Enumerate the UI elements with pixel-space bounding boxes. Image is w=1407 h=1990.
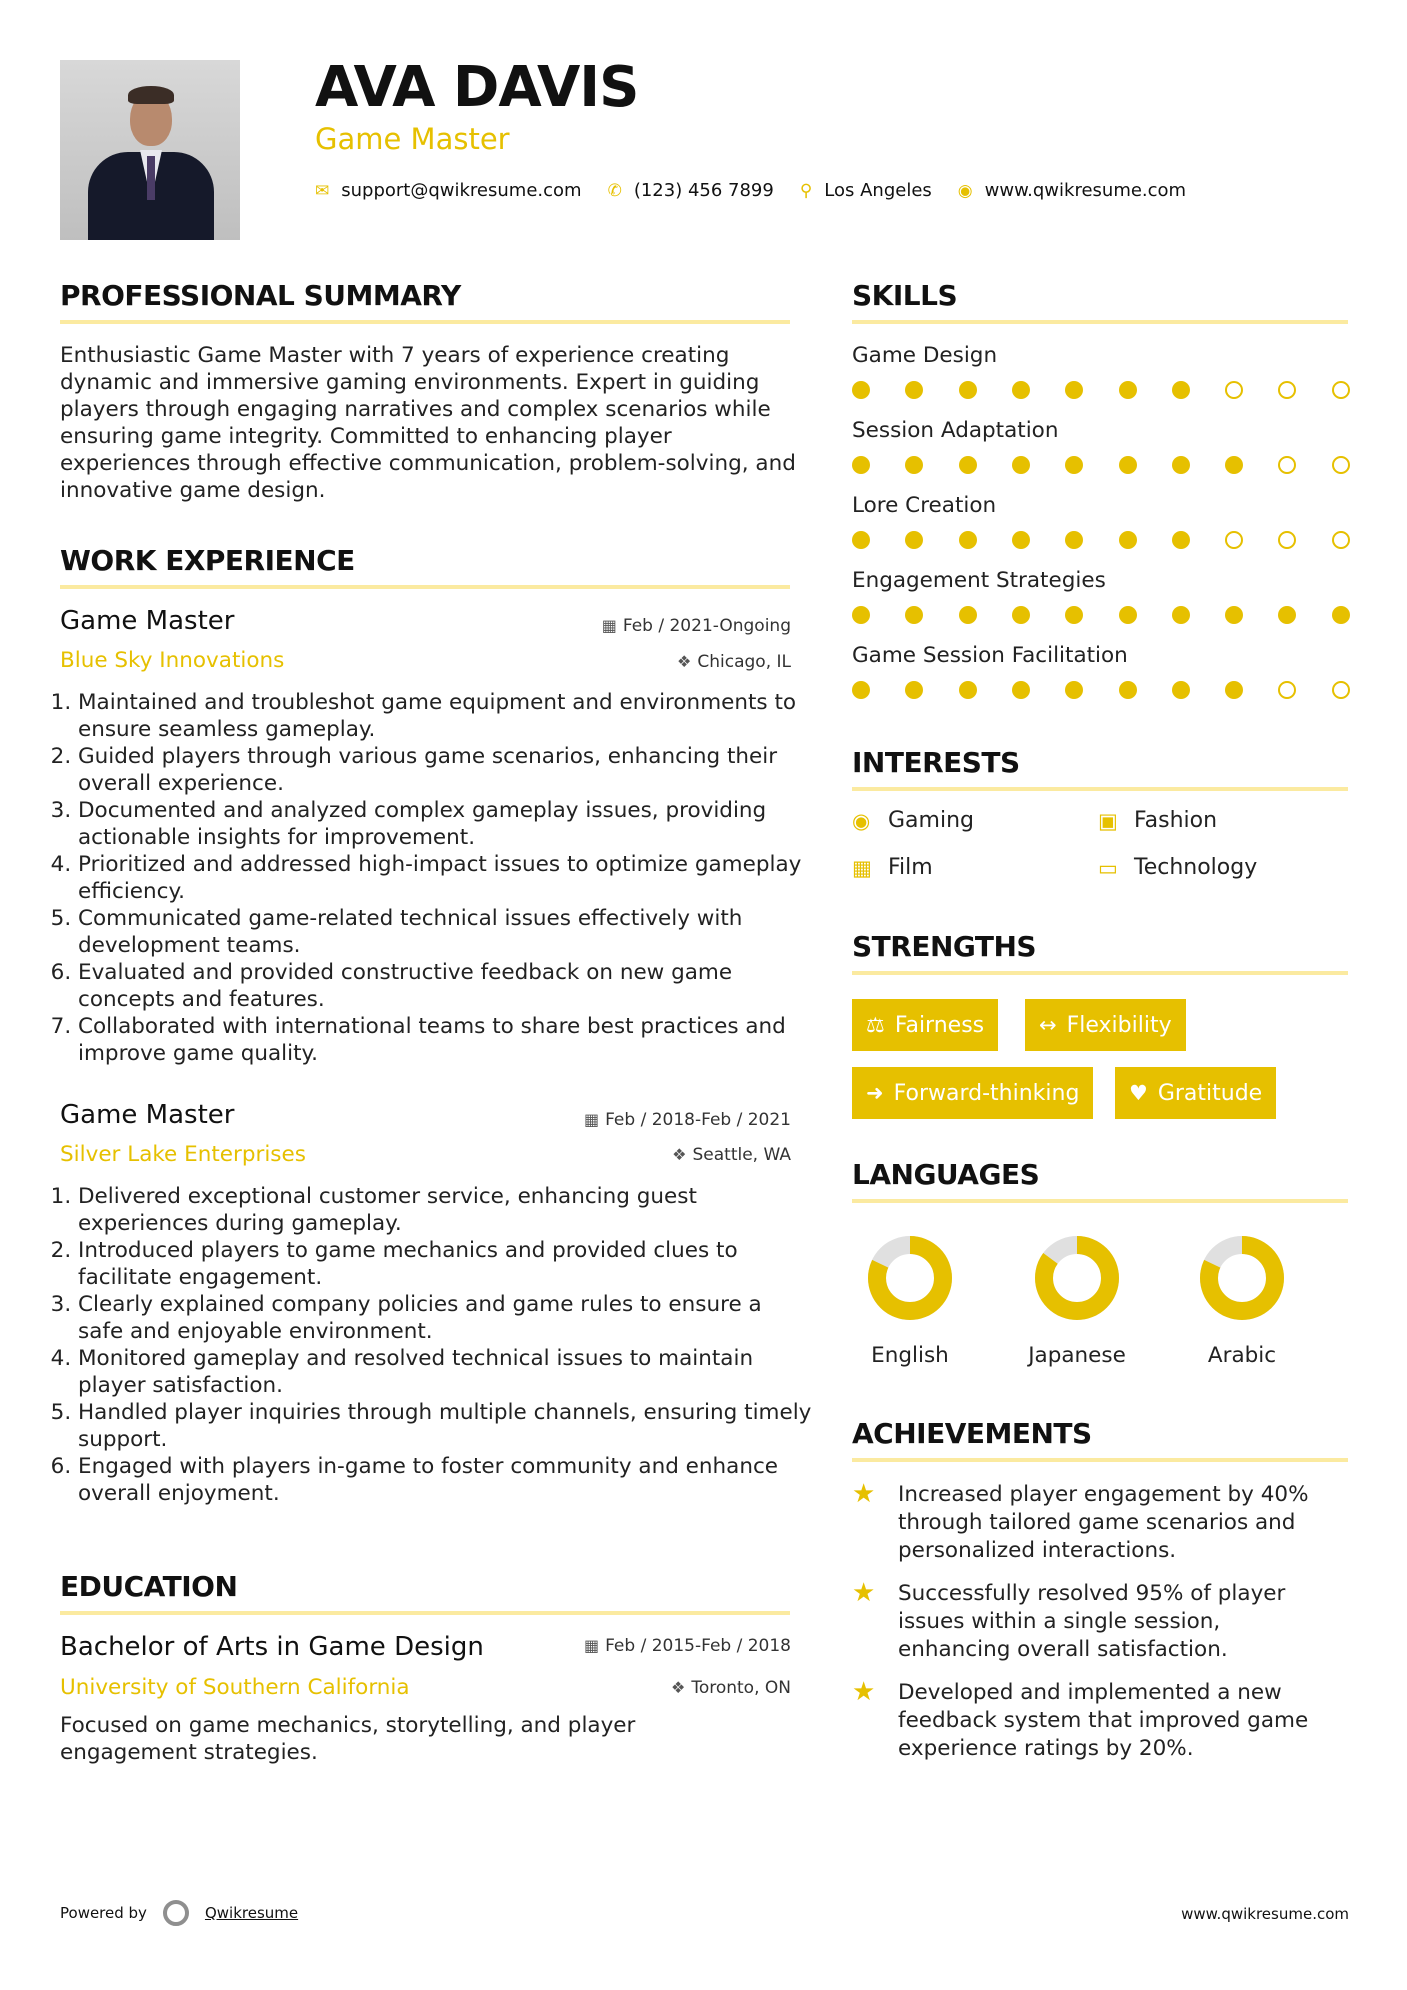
strength-forward-thinking-label: Forward-thinking	[893, 1080, 1080, 1106]
laptop-icon: ▭	[1098, 855, 1118, 880]
rating-dot-filled	[1119, 606, 1137, 624]
contact-email[interactable]: support@qwikresume.com	[341, 180, 582, 201]
rating-dot-filled	[959, 456, 977, 474]
job-1-company: Blue Sky Innovations	[60, 648, 285, 673]
film-icon: ▦	[852, 855, 872, 880]
languages-rule	[852, 1199, 1348, 1203]
job-1-dates-text: Feb / 2021-Ongoing	[622, 616, 791, 636]
list-item: 6. Evaluated and provided constructive feedback on new game concepts and features.	[78, 959, 813, 1013]
education-text: Focused on game mechanics, storytelling, and player engagement strategies.	[60, 1713, 636, 1765]
strength-forward-thinking	[852, 1067, 1093, 1119]
rating-dot-empty	[1278, 531, 1296, 549]
skill-3-name: Lore Creation	[852, 493, 997, 518]
rating-dot-empty	[1332, 531, 1350, 549]
skill-1-rating	[852, 381, 1350, 401]
skills-heading: SKILLS	[852, 279, 958, 312]
gamepad-icon: ◉	[852, 808, 871, 833]
phone-icon: ✆	[607, 180, 622, 201]
education-dates-text: Feb / 2015-Feb / 2018	[605, 1636, 791, 1656]
contact-website[interactable]: www.qwikresume.com	[984, 180, 1187, 201]
job-1-dates	[602, 616, 791, 636]
rating-dot-filled	[959, 681, 977, 699]
calendar-icon: ▦	[601, 616, 617, 635]
rating-dot-filled	[959, 531, 977, 549]
strength-gratitude-label: Gratitude	[1157, 1080, 1263, 1106]
candidate-title: Game Master	[315, 122, 510, 156]
job-1-location-text: Chicago, IL	[697, 652, 791, 672]
strengths-rule	[852, 971, 1348, 975]
achievement-1-text: Increased player engagement by 40% through tailored game scenarios and personalized interactions.	[898, 1482, 1309, 1563]
rating-dot-empty	[1332, 456, 1350, 474]
experience-heading: WORK EXPERIENCE	[60, 544, 355, 577]
education-dates	[584, 1636, 791, 1656]
achievements-rule	[852, 1458, 1348, 1462]
rating-dot-filled	[905, 531, 923, 549]
language-japanese-name: Japanese	[1028, 1343, 1126, 1368]
job-2-dates-text: Feb / 2018-Feb / 2021	[605, 1110, 791, 1130]
rating-dot-filled	[1065, 681, 1083, 699]
languages-heading: LANGUAGES	[852, 1158, 1040, 1191]
skill-5-rating	[852, 681, 1350, 701]
rating-dot-filled	[1332, 606, 1350, 624]
job-2-company: Silver Lake Enterprises	[60, 1142, 306, 1167]
list-item: 6. Engaged with players in-game to foster community and enhance overall enjoyment.	[78, 1453, 813, 1507]
rating-dot-filled	[1172, 531, 1190, 549]
rating-dot-filled	[1119, 531, 1137, 549]
candidate-name: AVA DAVIS	[315, 55, 639, 120]
strength-gratitude	[1115, 1067, 1276, 1119]
interest-technology	[1098, 855, 1257, 880]
job-2-dates	[584, 1110, 791, 1130]
achievement-3-text: Developed and implemented a new feedback system that improved game experience ratings by 20%.	[898, 1680, 1309, 1761]
job-1-location	[677, 652, 791, 672]
experience-rule	[60, 585, 790, 589]
list-item: 1. Delivered exceptional customer service, enhancing guest experiences during gameplay.	[78, 1183, 813, 1237]
language-japanese-ring	[1032, 1233, 1122, 1323]
list-item: 4. Monitored gameplay and resolved technical issues to maintain player satisfaction.	[78, 1345, 813, 1399]
contact-bar	[315, 180, 1212, 201]
interests-rule	[852, 787, 1348, 791]
rating-dot-empty	[1225, 381, 1243, 399]
arrows-horizontal-icon: ↔	[1039, 1013, 1057, 1037]
calendar-icon: ▦	[583, 1110, 600, 1129]
interest-gaming-label: Gaming	[888, 808, 974, 833]
rating-dot-filled	[1172, 456, 1190, 474]
rating-dot-filled	[1172, 381, 1190, 399]
calendar-icon: ▦	[583, 1636, 600, 1655]
strength-fairness	[852, 999, 998, 1051]
list-item: 5. Handled player inquiries through multiple channels, ensuring timely support.	[78, 1399, 813, 1453]
rating-dot-filled	[959, 606, 977, 624]
list-item: 5. Communicated game-related technical issues effectively with development teams.	[78, 905, 813, 959]
rating-dot-filled	[1119, 456, 1137, 474]
rating-dot-filled	[852, 681, 870, 699]
contact-phone[interactable]: (123) 456 7899	[633, 180, 774, 201]
list-item: 3. Clearly explained company policies and game rules to ensure a safe and enjoyable environment.	[78, 1291, 813, 1345]
rating-dot-filled	[852, 606, 870, 624]
star-icon: ★	[852, 1578, 876, 1608]
footer-powered-by	[60, 1900, 298, 1926]
rating-dot-filled	[1119, 381, 1137, 399]
rating-dot-empty	[1225, 531, 1243, 549]
interest-film-label: Film	[888, 855, 933, 880]
summary-rule	[60, 320, 790, 324]
rating-dot-filled	[905, 606, 923, 624]
summary-text: Enthusiastic Game Master with 7 years of experience creating dynamic and immersive gaming environments. Expert in guiding players through engaging narratives and complex scenarios while ensuring game integrity. Committed to enhancing player experiences through effective communication, problem-solving, and innovative game design.	[60, 343, 796, 503]
language-english	[845, 1233, 975, 1368]
rating-dot-empty	[1278, 456, 1296, 474]
rating-dot-filled	[1065, 606, 1083, 624]
achievement-1	[852, 1481, 1338, 1565]
shopping-bag-icon: ▣	[1098, 808, 1118, 833]
rating-dot-filled	[1012, 381, 1030, 399]
education-location	[671, 1678, 791, 1698]
job-2-location	[672, 1145, 791, 1165]
education-school: University of Southern California	[60, 1675, 410, 1700]
interest-technology-label: Technology	[1134, 855, 1258, 880]
strength-flexibility-label: Flexibility	[1066, 1012, 1172, 1038]
list-item: 2. Guided players through various game scenarios, enhancing their overall experience.	[78, 743, 813, 797]
education-heading: EDUCATION	[60, 1570, 238, 1603]
contact-location: Los Angeles	[824, 180, 932, 201]
language-arabic-name: Arabic	[1207, 1343, 1277, 1368]
education-location-text: Toronto, ON	[691, 1678, 791, 1698]
rating-dot-filled	[1278, 606, 1296, 624]
pin-icon: ❖	[670, 1678, 686, 1697]
job-1-bullets	[60, 689, 813, 1067]
pin-icon: ❖	[677, 652, 692, 671]
language-arabic	[1177, 1233, 1307, 1368]
scale-icon: ⚖	[866, 1013, 885, 1037]
arrow-right-icon: ➜	[866, 1081, 884, 1105]
rating-dot-filled	[852, 456, 870, 474]
rating-dot-filled	[1065, 531, 1083, 549]
education-rule	[60, 1611, 790, 1615]
list-item: 2. Introduced players to game mechanics and provided clues to facilitate engagement.	[78, 1237, 813, 1291]
envelope-icon: ✉	[315, 180, 330, 201]
pin-icon: ❖	[672, 1145, 687, 1164]
list-item: 3. Documented and analyzed complex gameplay issues, providing actionable insights for improvement.	[78, 797, 813, 851]
list-item: 1. Maintained and troubleshot game equipment and environments to ensure seamless gameplay.	[78, 689, 813, 743]
rating-dot-filled	[1225, 606, 1243, 624]
summary-heading: PROFESSIONAL SUMMARY	[60, 279, 461, 312]
rating-dot-filled	[1172, 606, 1190, 624]
rating-dot-filled	[905, 681, 923, 699]
skill-4-name: Engagement Strategies	[852, 568, 1106, 593]
skill-5-name: Game Session Facilitation	[852, 643, 1128, 668]
rating-dot-empty	[1278, 381, 1296, 399]
rating-dot-filled	[905, 381, 923, 399]
skill-2-rating	[852, 456, 1350, 476]
language-english-name: English	[871, 1343, 949, 1368]
rating-dot-filled	[1119, 681, 1137, 699]
language-arabic-ring	[1197, 1233, 1287, 1323]
skill-2-name: Session Adaptation	[852, 418, 1059, 443]
achievement-2-text: Successfully resolved 95% of player issues within a single session, enhancing overall satisfaction.	[898, 1581, 1286, 1662]
education-degree: Bachelor of Arts in Game Design	[60, 1632, 484, 1662]
list-item: 7. Collaborated with international teams to share best practices and improve game quality.	[78, 1013, 813, 1067]
job-2-bullets	[60, 1183, 813, 1507]
job-1-title: Game Master	[60, 606, 235, 636]
star-icon: ★	[852, 1479, 876, 1509]
rating-dot-filled	[1012, 606, 1030, 624]
qwikresume-link[interactable]: Qwikresume	[204, 1904, 299, 1922]
skill-1-name: Game Design	[852, 343, 998, 368]
map-pin-icon: ⚲	[799, 180, 813, 201]
strengths-heading: STRENGTHS	[852, 930, 1037, 963]
job-2-location-text: Seattle, WA	[692, 1145, 791, 1165]
rating-dot-filled	[905, 456, 923, 474]
rating-dot-filled	[959, 381, 977, 399]
powered-by-label: Powered by	[60, 1904, 147, 1922]
rating-dot-filled	[852, 531, 870, 549]
list-item: 4. Prioritized and addressed high-impact issues to optimize gameplay efficiency.	[78, 851, 813, 905]
heart-icon: ♥	[1129, 1081, 1148, 1105]
rating-dot-filled	[1065, 456, 1083, 474]
language-english-ring	[865, 1233, 955, 1323]
language-japanese	[1012, 1233, 1142, 1368]
rating-dot-filled	[1225, 681, 1243, 699]
rating-dot-empty	[1278, 681, 1296, 699]
rating-dot-filled	[1172, 681, 1190, 699]
rating-dot-filled	[1225, 456, 1243, 474]
achievement-3	[852, 1679, 1338, 1763]
rating-dot-filled	[1012, 456, 1030, 474]
achievement-2	[852, 1580, 1338, 1664]
qwikresume-logo-icon	[163, 1900, 189, 1926]
profile-photo	[60, 60, 240, 240]
interests-heading: INTERESTS	[852, 746, 1020, 779]
interest-fashion-label: Fashion	[1134, 808, 1218, 833]
globe-icon: ◉	[957, 180, 973, 201]
interest-gaming	[852, 808, 974, 833]
rating-dot-empty	[1332, 681, 1350, 699]
rating-dot-filled	[1065, 381, 1083, 399]
skill-4-rating	[852, 606, 1350, 626]
job-2-title: Game Master	[60, 1100, 235, 1130]
rating-dot-filled	[852, 381, 870, 399]
interest-film	[852, 855, 933, 880]
strength-flexibility	[1025, 999, 1186, 1051]
strength-fairness-label: Fairness	[894, 1012, 985, 1038]
rating-dot-empty	[1332, 381, 1350, 399]
skill-3-rating	[852, 531, 1350, 551]
skills-rule	[852, 320, 1348, 324]
footer-website[interactable]: www.qwikresume.com	[1181, 1905, 1349, 1923]
interest-fashion	[1098, 808, 1217, 833]
rating-dot-filled	[1012, 681, 1030, 699]
star-icon: ★	[852, 1677, 876, 1707]
rating-dot-filled	[1012, 531, 1030, 549]
achievements-heading: ACHIEVEMENTS	[852, 1417, 1092, 1450]
